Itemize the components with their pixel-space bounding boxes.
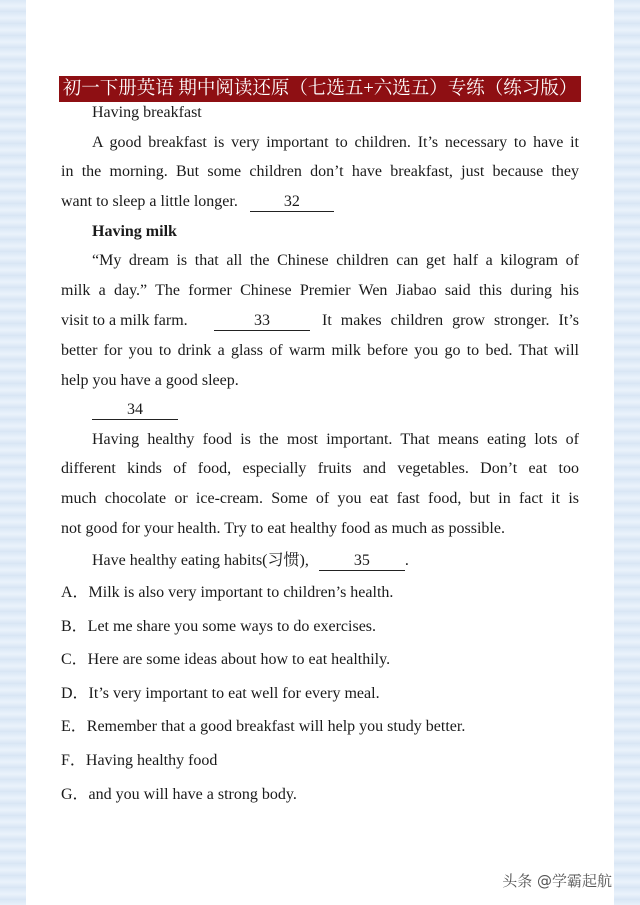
option-d: D．It’s very important to eat well for every meal.	[61, 685, 380, 702]
answer-blank-33[interactable]: 33	[214, 312, 310, 331]
p4-text: Have healthy eating habits(习惯),	[92, 552, 309, 569]
p1-line-2: in the morning. But some children don’t have breakfast, just because they	[61, 163, 579, 180]
p3-line-2: different kinds of food, especially fruits and vegetables. Don’t eat too	[61, 460, 579, 477]
heading-having-milk: Having milk	[92, 223, 177, 240]
answer-blank-33-wrap	[214, 311, 310, 331]
p3-line-4: not good for your health. Try to eat healthy food as much as possible.	[61, 520, 505, 537]
option-e: E．Remember that a good breakfast will help you study better.	[61, 718, 466, 735]
answer-blank-34[interactable]: 34	[92, 401, 178, 420]
answer-blank-35[interactable]: 35	[319, 552, 405, 571]
p2-line-2: milk a day.” The former Chinese Premier Wen Jiabao said this during his	[61, 282, 579, 299]
p1-line-3-text: want to sleep a little longer.	[61, 193, 238, 210]
option-g: G．and you will have a strong body.	[61, 786, 297, 803]
title-banner: 初一下册英语 期中阅读还原（七选五+六选五）专练（练习版）	[59, 76, 581, 102]
p2-line-1: “My dream is that all the Chinese children can get half a kilogram of	[92, 252, 579, 269]
answer-blank-32[interactable]: 32	[250, 193, 334, 212]
option-c: C．Here are some ideas about how to eat healthily.	[61, 651, 391, 668]
p3-line-1: Having healthy food is the most important. That means eating lots of	[92, 431, 579, 448]
option-f: F．Having healthy food	[61, 752, 218, 769]
heading-having-breakfast: Having breakfast	[92, 104, 202, 121]
p2-line-3b: It makes children grow stronger. It’s	[322, 312, 579, 329]
p1-line-1: A good breakfast is very important to children. It’s necessary to have it	[92, 134, 579, 151]
p2-line-4: better for you to drink a glass of warm milk before you go to bed. That will	[61, 342, 579, 359]
page-border-right	[614, 0, 640, 905]
p4-period: .	[404, 552, 409, 569]
answer-blank-34-wrap	[92, 400, 178, 420]
watermark-text: 头条 @学霸起航	[502, 872, 612, 890]
p1-line-3	[61, 192, 334, 212]
p4-line-1	[92, 551, 409, 571]
p2-line-5: help you have a good sleep.	[61, 372, 239, 389]
option-a: A．Milk is also very important to children’s health.	[61, 584, 394, 601]
option-b: B．Let me share you some ways to do exercises.	[61, 618, 377, 635]
page-border-left	[0, 0, 26, 905]
p2-line-3a: visit to a milk farm.	[61, 312, 188, 329]
p3-line-3: much chocolate or ice-cream. Some of you eat fast food, but in fact it is	[61, 490, 579, 507]
